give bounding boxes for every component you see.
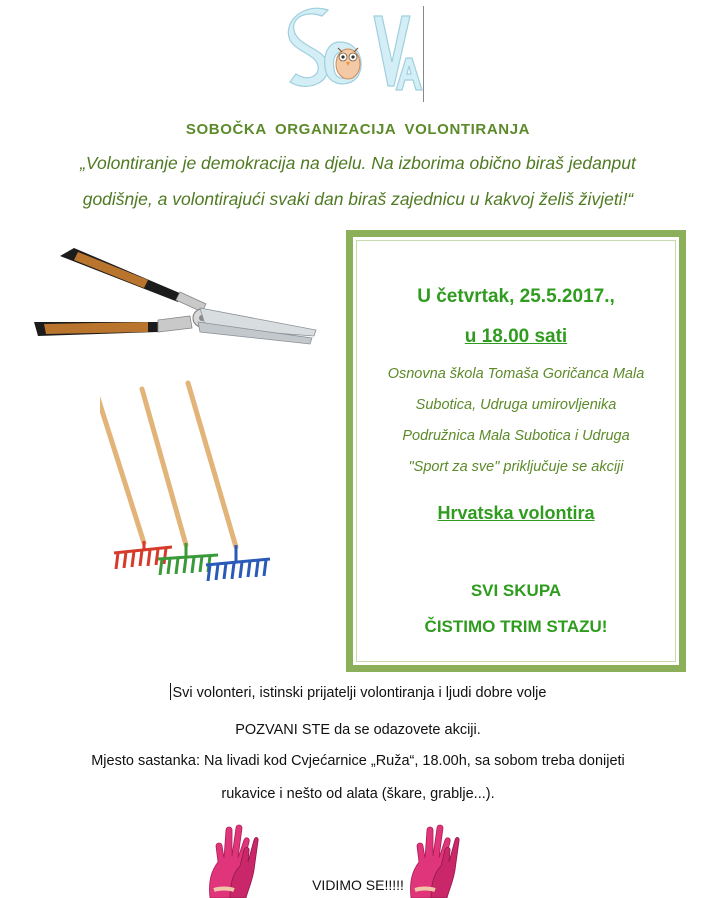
hedge-shears-image: [30, 242, 320, 352]
bring-items-line: rukavice i nešto od alata (škare, grablje...).: [221, 786, 495, 802]
logo-divider: [423, 6, 424, 102]
campaign-name: [357, 503, 675, 524]
sova-logo: [282, 2, 428, 102]
event-box: [346, 230, 686, 672]
event-description-line: Podružnica Mala Subotica i Udruga: [402, 428, 630, 444]
meeting-place-line: Mjesto sastanka: Na livadi kod Cvjećarnice „Ruža“, 18.00h, sa sobom treba donijeti: [91, 753, 625, 769]
quote-line-2: godišnje, a volontirajući svaki dan biraš zajednicu u kakvoj želiš živjeti!“: [82, 189, 634, 209]
organization-title: SOBOČKA ORGANIZACIJA VOLONTIRANJA: [185, 121, 531, 138]
quote-line-1: „Volontiranje je demokracija na djelu. Na izborima obično biraš jedanput: [80, 153, 636, 173]
garden-rakes-image: [100, 375, 280, 585]
closing-text: VIDIMO SE!!!!!: [312, 877, 404, 893]
slogan-line-2: ČISTIMO TRIM STAZU!: [424, 617, 608, 636]
invitation-line-2: POZVANI STE da se odazovete akciji.: [235, 722, 481, 738]
event-time-text: u 18.00 sati: [464, 326, 568, 347]
event-description-line: Osnovna škola Tomaša Goričanca Mala: [387, 366, 645, 382]
campaign-name-text: Hrvatska volontira: [437, 503, 595, 523]
event-date: U četvrtak, 25.5.2017.,: [417, 286, 615, 307]
event-description-line: "Sport za sve" priključuje se akciji: [408, 459, 624, 475]
event-time: [357, 326, 675, 348]
slogan-line-1: SVI SKUPA: [470, 581, 562, 600]
event-box-inner: [356, 240, 676, 662]
logo-text: SOVA: [282, 2, 285, 3]
invitation-line-1: Svi volonteri, istinski prijatelji volontiranja i ljudi dobre volje: [0, 683, 716, 701]
event-description-line: Subotica, Udruga umirovljenika: [415, 397, 617, 413]
